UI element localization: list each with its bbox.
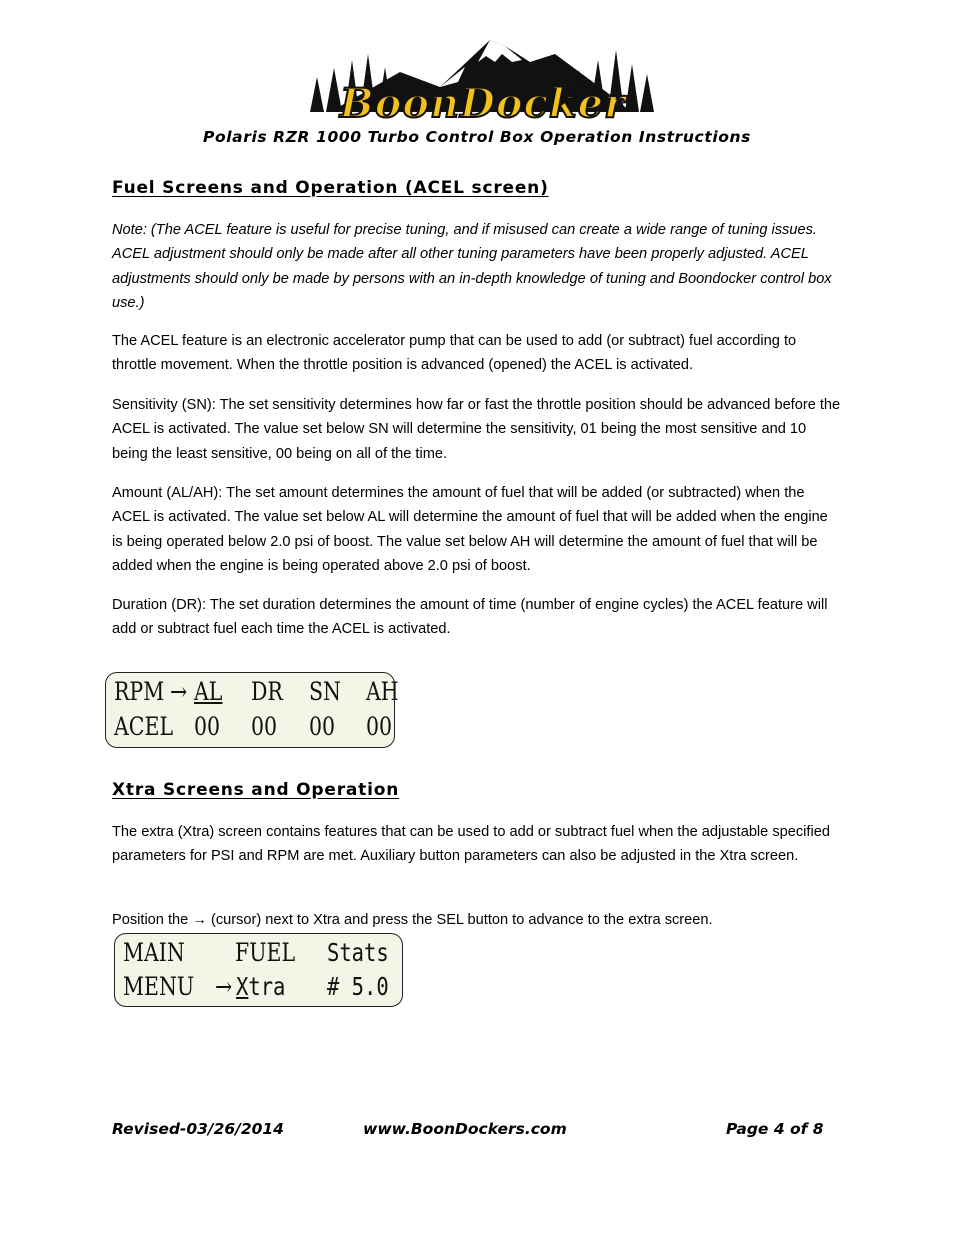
amount-paragraph: Amount (AL/AH): The set amount determines the amount of fuel that will be added (or subtracted) when the ACEL is activated. The value set below AL will determine the amount of fuel that will be added when the engine is being operated below 2.0 psi of boost. The value set below AH will determine the amount of fuel that will be added when the engine is being operated above 2.0 psi of boost. — [112, 485, 828, 574]
note-paragraph: Note: (The ACEL feature is useful for precise tuning, and if misused can create a wide range of tuning issues. ACEL adjustment should only be made after all other tuning parameters have been properly adjusted. ACEL adjustments should only be made by persons with an in-depth knowledge of tuning and Boondocker control box use.) — [112, 222, 832, 311]
logo-wordmark: BoonDocker — [339, 80, 627, 127]
footer-page-number: Page 4 of 8 — [726, 1120, 824, 1138]
lcd-acel-screen — [105, 672, 399, 748]
lcd-xtra-label — [236, 972, 285, 1002]
document-title: Polaris RZR 1000 Turbo Control Box Operation Instructions — [203, 128, 751, 146]
lcd-menu-label: MENU — [123, 972, 195, 1001]
lcd-sn-label: SN — [309, 677, 341, 706]
cursor-arrow-icon: → — [170, 677, 188, 706]
lcd-dr-label: DR — [251, 677, 283, 706]
xtra-paragraph: The extra (Xtra) screen contains features that can be used to add or subtract fuel when the adjustable specified parameters for PSI and RPM are met. Auxiliary button parameters can also be adjusted in the Xtra screen. — [112, 824, 830, 865]
lcd-main-menu-screen — [114, 933, 403, 1007]
section-heading-xtra: Xtra Screens and Operation — [112, 780, 400, 800]
lcd-main-label: MAIN — [123, 938, 185, 967]
lcd-al-label: AL — [194, 677, 223, 706]
lcd-dr-value: 00 — [251, 712, 278, 741]
lcd-ah-value: 00 — [366, 712, 393, 741]
boondocker-logo — [290, 32, 670, 130]
section-heading-fuel-acel: Fuel Screens and Operation (ACEL screen) — [112, 178, 549, 198]
duration-paragraph: Duration (DR): The set duration determines the amount of time (number of engine cycles) the ACEL feature will add or subtract fuel each time the ACEL is activated. — [112, 597, 828, 638]
lcd-xtra-rest: tra — [248, 972, 286, 1001]
sensitivity-paragraph: Sensitivity (SN): The set sensitivity determines how far or fast the throttle position should be advanced before the ACEL is activated. The value set below SN will determine the sensitivity, 01 being the most sensitive and 10 being the least sensitive, 00 being on all of the time. — [112, 397, 841, 462]
lcd-acel-label: ACEL — [114, 712, 174, 741]
lcd-ah-label: AH — [366, 677, 399, 706]
lcd-xtra-cursor-letter: X — [236, 972, 249, 1001]
footer-website: www.BoonDockers.com — [363, 1120, 567, 1138]
lcd-fuel-label: FUEL — [235, 938, 296, 967]
acel-paragraph: The ACEL feature is an electronic accelerator pump that can be used to add (or subtract) fuel according to throttle movement. When the throttle position is advanced (opened) the ACEL is activated. — [112, 333, 797, 374]
lcd-version-label: # 5.0 — [327, 972, 389, 1001]
footer-revised-date: Revised-03/26/2014 — [112, 1120, 284, 1138]
lcd-sn-value: 00 — [309, 712, 336, 741]
lcd-stats-label: Stats — [327, 938, 389, 967]
lcd-rpm-label: RPM — [114, 677, 165, 706]
lcd-al-value: 00 — [194, 712, 221, 741]
position-paragraph: Position the → (cursor) next to Xtra and press the SEL button to advance to the extra screen. — [112, 912, 713, 928]
cursor-arrow-icon: → — [215, 972, 233, 1001]
